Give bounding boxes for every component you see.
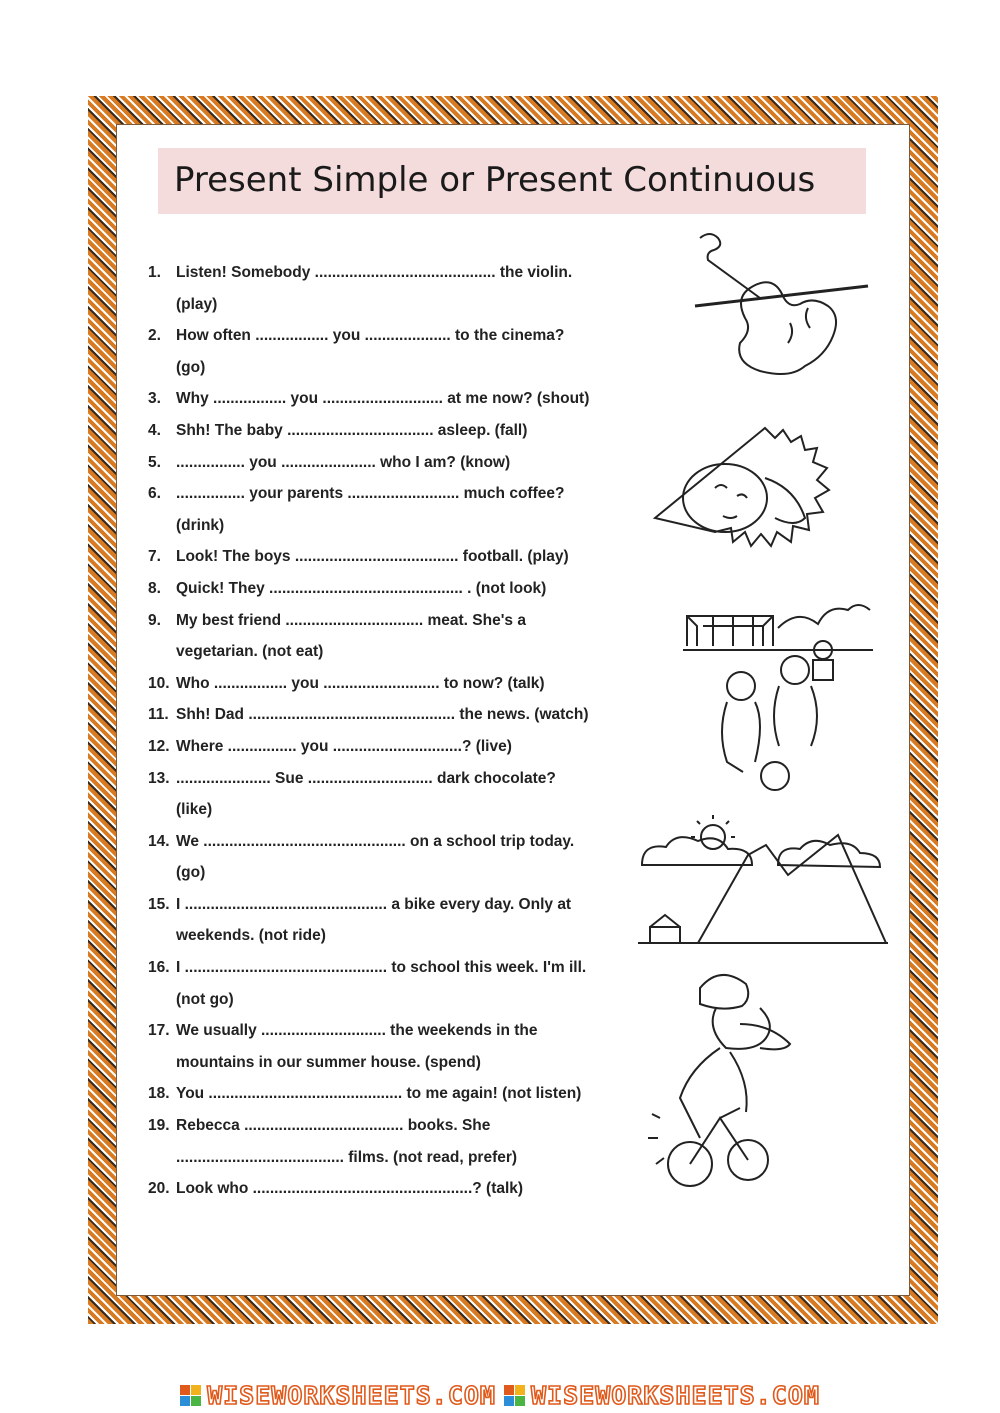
question-continuation: ....................................... films. (not read, prefer) bbox=[176, 1148, 518, 1166]
question-number: 1. bbox=[148, 264, 161, 281]
question-continuation: mountains in our summer house. (spend) bbox=[176, 1053, 481, 1071]
question-item bbox=[148, 699, 628, 731]
question-item bbox=[148, 668, 628, 700]
question-number: 18. bbox=[148, 1085, 170, 1103]
question-continuation: (play) bbox=[176, 295, 218, 313]
question-text: I ............................................... to school this week. I'm ill. bbox=[176, 959, 587, 977]
question-text: How often ................. you .................... to the cinema? bbox=[176, 327, 565, 345]
question-continuation: (go) bbox=[176, 358, 206, 376]
question-number: 10. bbox=[148, 674, 170, 692]
question-text: We ............................................... on a school trip today. bbox=[176, 832, 575, 850]
question-number: 5. bbox=[148, 453, 161, 471]
violin-illustration bbox=[690, 228, 870, 378]
question-text: ................ your parents .......................... much coffee? bbox=[176, 485, 565, 503]
question-text: We usually ............................. the weekends in the bbox=[176, 1022, 538, 1040]
question-number: 9. bbox=[148, 611, 161, 629]
question-text: ...................... Sue ............................. dark chocolate? bbox=[176, 769, 556, 787]
question-number: 14. bbox=[148, 832, 170, 850]
question-number: 20. bbox=[148, 1180, 170, 1198]
question-item bbox=[148, 1173, 628, 1205]
question-continuation: (drink) bbox=[176, 516, 225, 534]
question-continuation: (like) bbox=[176, 801, 213, 819]
question-item bbox=[148, 763, 628, 795]
question-text: Rebecca ..................................... books. She bbox=[176, 1117, 491, 1135]
question-item bbox=[148, 731, 628, 763]
question-item bbox=[148, 478, 628, 510]
question-continuation: (go) bbox=[176, 864, 206, 882]
question-text: Shh! Dad ................................................ the news. (watch) bbox=[176, 706, 589, 724]
question-item bbox=[148, 541, 628, 573]
question-item bbox=[148, 257, 628, 289]
question-item bbox=[148, 826, 628, 858]
watermark-right: WISEWORKSHEETS.COM bbox=[504, 1381, 820, 1410]
question-number: 11. bbox=[148, 706, 169, 724]
cyclist-illustration bbox=[630, 968, 810, 1193]
website-watermark bbox=[0, 1380, 1000, 1410]
question-continuation: vegetarian. (not eat) bbox=[176, 643, 324, 661]
page-title: Present Simple or Present Continuous bbox=[174, 160, 816, 200]
football-players-illustration bbox=[683, 598, 873, 798]
question-number: 15. bbox=[148, 895, 170, 913]
question-number: 3. bbox=[148, 390, 161, 408]
question-number: 13. bbox=[148, 769, 170, 787]
sleeping-baby-illustration bbox=[645, 418, 835, 588]
watermark-left: WISEWORKSHEETS.COM bbox=[180, 1381, 496, 1410]
watermark-logo-icon bbox=[504, 1385, 525, 1406]
question-text: Who ................. you ........................... to now? (talk) bbox=[176, 674, 545, 692]
question-text: Look who ...................................................? (talk) bbox=[176, 1180, 524, 1198]
question-item bbox=[148, 383, 628, 415]
question-item bbox=[148, 1110, 628, 1142]
question-number: 12. bbox=[148, 737, 170, 755]
question-text: My best friend ................................ meat. She's a bbox=[176, 611, 526, 629]
question-text: I ............................................... a bike every day. Only at bbox=[176, 895, 572, 913]
mountain-landscape-illustration bbox=[638, 815, 888, 950]
question-text: Look! The boys ...................................... football. (play) bbox=[176, 548, 569, 566]
question-number: 7. bbox=[148, 548, 161, 566]
question-list bbox=[148, 257, 628, 1205]
question-item bbox=[148, 447, 628, 479]
question-item bbox=[148, 415, 628, 447]
question-text: Quick! They ............................................. . (not look) bbox=[176, 579, 547, 597]
question-text: Shh! The baby .................................. asleep. (fall) bbox=[176, 421, 528, 439]
question-text: Where ................ you ..............................? (live) bbox=[176, 737, 512, 755]
question-number: 16. bbox=[148, 959, 170, 977]
question-item bbox=[148, 889, 628, 921]
question-number: 17. bbox=[148, 1022, 170, 1040]
question-item bbox=[148, 320, 628, 352]
question-item bbox=[148, 573, 628, 605]
question-text: ................ you ...................... who I am? (know) bbox=[176, 453, 511, 471]
question-number: 6. bbox=[148, 485, 161, 503]
question-number: 8. bbox=[148, 579, 161, 597]
question-text: You ............................................. to me again! (not listen) bbox=[176, 1085, 582, 1103]
question-item bbox=[148, 605, 628, 637]
question-number: 4. bbox=[148, 421, 161, 439]
question-item bbox=[148, 952, 628, 984]
question-item bbox=[148, 1015, 628, 1047]
question-continuation: (not go) bbox=[176, 990, 234, 1008]
watermark-logo-icon bbox=[180, 1385, 201, 1406]
question-number: 2. bbox=[148, 327, 161, 345]
question-text: Why ................. you ............................ at me now? (shout) bbox=[176, 390, 590, 408]
question-text: Listen! Somebody .......................................... the violin. bbox=[176, 264, 573, 281]
question-item bbox=[148, 1078, 628, 1110]
question-number: 19. bbox=[148, 1117, 170, 1135]
question-continuation: weekends. (not ride) bbox=[176, 927, 326, 945]
